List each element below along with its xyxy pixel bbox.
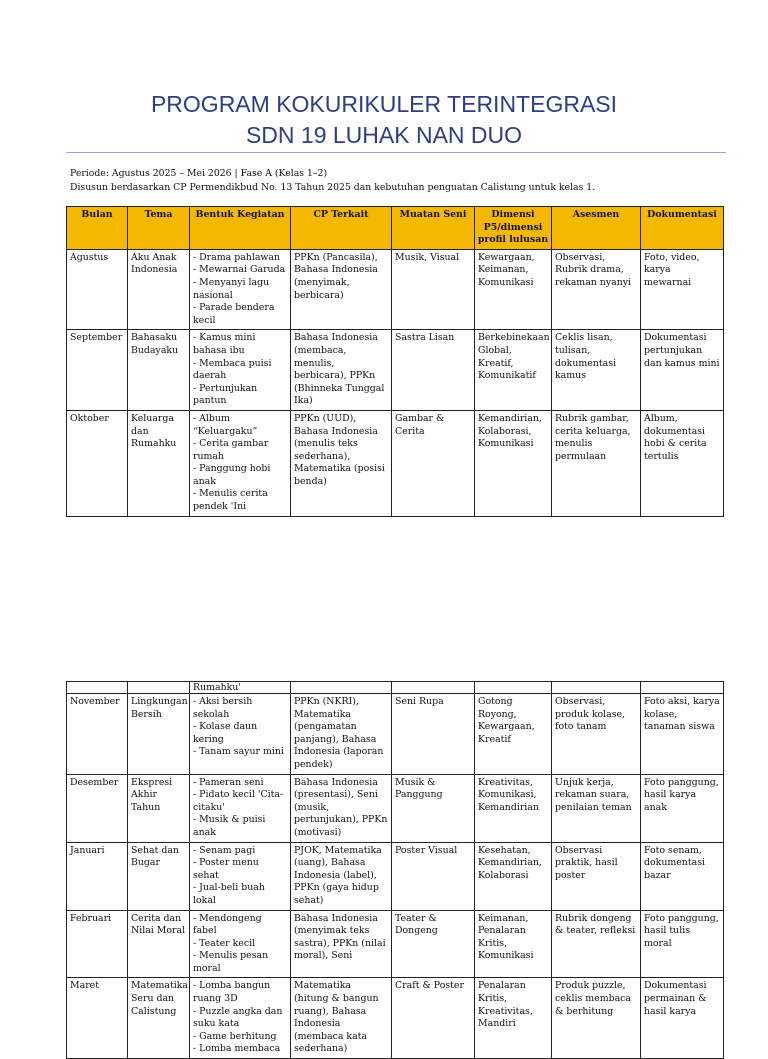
header-dokumentasi: Dokumentasi — [641, 207, 724, 250]
cell-bulan: Februari — [67, 910, 128, 978]
cell-cp: PPKn (UUD), Bahasa Indonesia (menulis teks sederhana), Matematika (posisi benda) — [291, 410, 392, 516]
cell-dokumentasi: Foto, video, karya mewarnai — [641, 249, 724, 330]
kegiatan-item: - Lomba membaca — [193, 1043, 281, 1055]
cell-bulan: Desember — [67, 774, 128, 842]
kegiatan-item: - Menulis cerita pendek 'Ini — [193, 488, 268, 513]
kegiatan-item: - Teater kecil — [193, 937, 256, 949]
kegiatan-item: - Senam pagi — [193, 844, 256, 856]
cell-bulan: September — [67, 330, 128, 411]
kegiatan-item: - Pertunjukan pantun — [193, 382, 258, 407]
cell-dokumentasi: Foto panggung, hasil karya anak — [641, 774, 724, 842]
cell-tema: Sehat dan Bugar — [128, 842, 190, 910]
cell-tema: Ekspresi Akhir Tahun — [128, 774, 190, 842]
cell-kegiatan — [190, 774, 291, 842]
cell-dimensi: Berkebinekaan Global, Kreatif, Komunikatif — [475, 330, 552, 411]
page-title-line-2: SDN 19 LUHAK NAN DUO — [245, 122, 523, 148]
cell-dimensi: Kesehatan, Kemandirian, Kolaborasi — [475, 842, 552, 910]
kegiatan-item: - Game berhitung — [193, 1030, 277, 1042]
cell-dimensi: Gotong Royong, Kewargaan, Kreatif — [475, 694, 552, 775]
cell-asesmen: Observasi, produk kolase, foto tanam — [552, 694, 641, 775]
cell-dimensi: Kreativitas, Komunikasi, Kemandirian — [475, 774, 552, 842]
cell-seni: Craft & Poster — [392, 978, 475, 1059]
cell-bulan: Maret — [67, 978, 128, 1059]
header-asesmen: Asesmen — [552, 207, 641, 250]
kegiatan-item: - Parade bendera kecil — [193, 302, 275, 326]
header-cp-terkait: CP Terkait — [291, 207, 392, 250]
cell-dimensi: Kewargaan, Keimanan, Komunikasi — [475, 249, 552, 330]
cell-asesmen: Rubrik dongeng & teater, refleksi — [552, 910, 641, 978]
cell-seni: Musik & Panggung — [392, 774, 475, 842]
cell-dimensi: Keimanan, Penalaran Kritis, Komunikasi — [475, 910, 552, 978]
table-row — [67, 910, 724, 978]
continuation-row — [67, 682, 724, 694]
cell-cp: Bahasa Indonesia (menyimak teks sastra), PPKn (nilai moral), Seni — [291, 910, 392, 978]
header-muatan-seni: Muatan Seni — [392, 207, 475, 250]
cell-tema: Matematika Seru dan Calistung — [128, 978, 190, 1059]
cell-dokumentasi: Foto senam, dokumentasi bazar — [641, 842, 724, 910]
header-bulan: Bulan — [67, 207, 128, 250]
cell-asesmen: Rubrik gambar, cerita keluarga, menulis permulaan — [552, 410, 641, 516]
kegiatan-item: - Cerita gambar rumah — [193, 438, 269, 462]
cell-bulan: Oktober — [67, 410, 128, 516]
cell-bulan: Agustus — [67, 249, 128, 330]
kegiatan-item: - Menyanyi lagu nasional — [193, 276, 270, 301]
title-divider — [66, 152, 726, 153]
cell-asesmen: Observasi, Rubrik drama, rekaman nyanyi — [552, 249, 641, 330]
cell-tema: Aku Anak Indonesia — [128, 249, 190, 330]
table-row — [67, 694, 724, 775]
table-row — [67, 410, 724, 516]
cell-cp: PPKn (Pancasila), Bahasa Indonesia (menyimak, berbicara) — [291, 249, 392, 330]
cell-seni: Poster Visual — [392, 842, 475, 910]
cell-cp: PJOK, Matematika (uang), Bahasa Indonesia (label), PPKn (gaya hidup sehat) — [291, 842, 392, 910]
cell-dokumentasi: Dokumentasi pertunjukan dan kamus mini — [641, 330, 724, 411]
cell-dokumentasi: Album, dokumentasi hobi & cerita tertulis — [641, 410, 724, 516]
table-row — [67, 249, 724, 330]
periode-text: Periode: Agustus 2025 – Mei 2026 | Fase A (Kelas 1–2) — [70, 168, 328, 179]
cell-cp: Matematika (hitung & bangun ruang), Bahasa Indonesia (membaca kata sederhana) — [291, 978, 392, 1059]
cell-asesmen: Unjuk kerja, rekaman suara, penilaian teman — [552, 774, 641, 842]
kegiatan-item: - Puzzle angka dan suku kata — [193, 1005, 283, 1030]
table-header-row — [67, 207, 724, 250]
kegiatan-item: - Kolase daun kering — [193, 721, 258, 745]
kegiatan-item: - Poster menu sehat — [193, 857, 259, 881]
header-tema: Tema — [128, 207, 190, 250]
cell-dokumentasi: Foto panggung, hasil tulis moral — [641, 910, 724, 978]
table-row — [67, 978, 724, 1059]
header-dimensi: Dimensi P5/dimensi profil lulusan — [475, 207, 552, 250]
cell-tema: Bahasaku Budayaku — [128, 330, 190, 411]
cell-bulan: November — [67, 694, 128, 775]
kegiatan-item: - Tanam sayur mini — [193, 746, 284, 758]
cell-kegiatan-continuation: Rumahku' — [190, 682, 291, 694]
kegiatan-item: - Lomba bangun ruang 3D — [193, 980, 271, 1005]
cell-bulan: Januari — [67, 842, 128, 910]
cell-cp: Bahasa Indonesia (membaca, menulis, berbicara), PPKn (Bhinneka Tunggal Ika) — [291, 330, 392, 411]
cell-asesmen: Ceklis lisan, tulisan, dokumentasi kamus — [552, 330, 641, 411]
cell-kegiatan — [190, 330, 291, 411]
program-table-page-1 — [66, 206, 724, 517]
kegiatan-item: - Panggung hobi anak — [193, 463, 271, 487]
cell-kegiatan — [190, 694, 291, 775]
kegiatan-item: - Pameran seni — [193, 776, 264, 788]
cell-dokumentasi: Foto aksi, karya kolase, tanaman siswa — [641, 694, 724, 775]
kegiatan-item: - Kamus mini bahasa ibu — [193, 332, 256, 356]
cell-dimensi: Kemandirian, Kolaborasi, Komunikasi — [475, 410, 552, 516]
cell-tema: Lingkungan Bersih — [128, 694, 190, 775]
cell-cp: Bahasa Indonesia (presentasi), Seni (musik, pertunjukan), PPKn (motivasi) — [291, 774, 392, 842]
cell-dimensi: Penalaran Kritis, Kreativitas, Mandiri — [475, 978, 552, 1059]
kegiatan-item: - Membaca puisi daerah — [193, 357, 272, 382]
kegiatan-item: - Pidato kecil 'Cita-citaku' — [193, 789, 284, 813]
cell-kegiatan — [190, 842, 291, 910]
cell-asesmen: Observasi praktik, hasil poster — [552, 842, 641, 910]
cell-kegiatan — [190, 978, 291, 1059]
cell-tema: Cerita dan Nilai Moral — [128, 910, 190, 978]
kegiatan-item: - Mendongeng fabel — [193, 912, 262, 937]
page-title-line-1: PROGRAM KOKURIKULER TERINTEGRASI — [150, 91, 618, 117]
table-row — [67, 842, 724, 910]
cell-seni: Gambar & Cerita — [392, 410, 475, 516]
kegiatan-item: - Drama pahlawan — [193, 251, 281, 263]
cell-seni: Musik, Visual — [392, 249, 475, 330]
kegiatan-item: - Mewarnai Garuda — [193, 264, 286, 276]
cell-cp: PPKn (NKRI), Matematika (pengamatan panjang), Bahasa Indonesia (laporan pendek) — [291, 694, 392, 775]
cell-seni: Sastra Lisan — [392, 330, 475, 411]
cell-kegiatan — [190, 249, 291, 330]
cell-asesmen: Produk puzzle, ceklis membaca & berhitung — [552, 978, 641, 1059]
table-row — [67, 330, 724, 411]
cell-seni: Seni Rupa — [392, 694, 475, 775]
program-table-page-2 — [66, 681, 724, 1059]
header-bentuk-kegiatan: Bentuk Kegiatan — [190, 207, 291, 250]
kegiatan-item: - Album “Keluargaku” — [193, 412, 258, 437]
cell-kegiatan — [190, 410, 291, 516]
table-row — [67, 774, 724, 842]
cell-tema: Keluarga dan Rumahku — [128, 410, 190, 516]
kegiatan-item: - Aksi bersih sekolah — [193, 696, 253, 720]
disusun-text: Disusun berdasarkan CP Permendikbud No. 13 Tahun 2025 dan kebutuhan penguatan Calistung untuk kelas 1. — [70, 182, 596, 193]
cell-kegiatan — [190, 910, 291, 978]
kegiatan-item: - Jual-beli buah lokal — [193, 882, 265, 906]
kegiatan-item: - Musik & puisi anak — [193, 814, 266, 838]
cell-seni: Teater & Dongeng — [392, 910, 475, 978]
kegiatan-item: - Menulis pesan moral — [193, 950, 269, 974]
cell-dokumentasi: Dokumentasi permainan & hasil karya — [641, 978, 724, 1059]
